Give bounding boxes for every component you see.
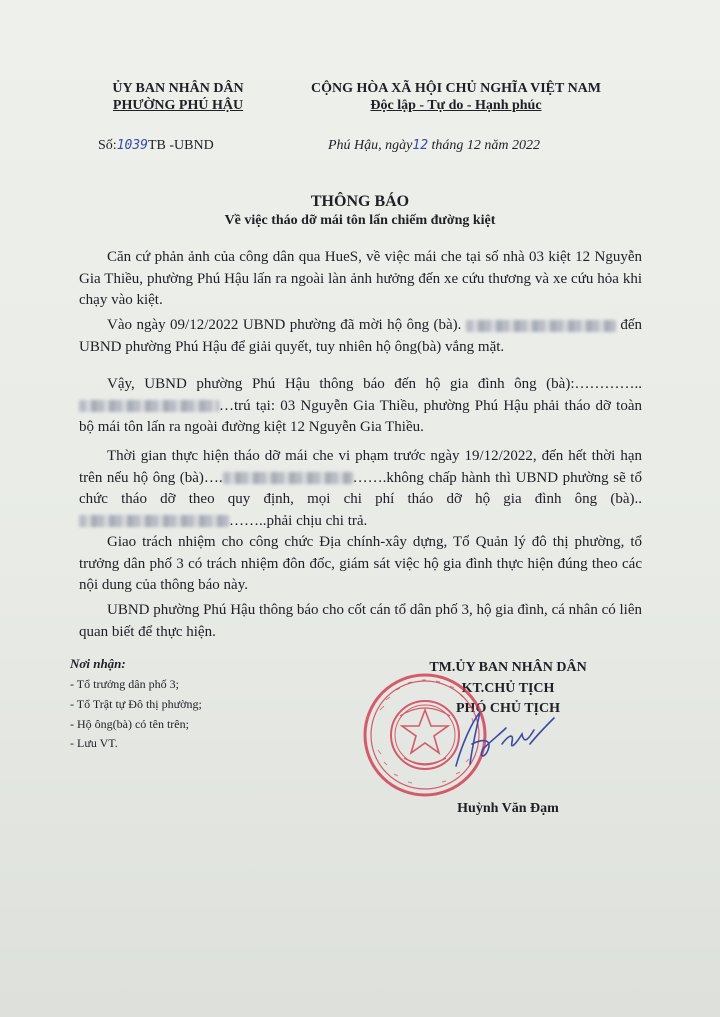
body-paragraph-1: Căn cứ phản ảnh của công dân qua HueS, về việc mái che tại số nhà 03 kiệt 12 Nguyễn Gia Thiều, phường Phú Hậu lấn ra ngoài làn ảnh hưởng đến xe cứu thương và xe cứu hỏa khi chạy vào kiệt. xyxy=(79,249,642,308)
document-date xyxy=(328,138,540,154)
p3-text-b: …trú tại: 03 Nguyễn Gia Thiều, phường Phú Hậu phải tháo dỡ toàn bộ mái tôn lấn ra ngoài đường kiệt 12 Nguyễn Gia Thiều. xyxy=(79,397,642,435)
date-prefix: Phú Hậu, ngày xyxy=(328,138,413,153)
agency-name xyxy=(88,80,268,114)
redacted-name xyxy=(79,400,219,412)
date-handwritten: 12 xyxy=(412,138,429,153)
signature-line-3: PHÓ CHỦ TỊCH xyxy=(456,701,560,716)
redacted-name xyxy=(223,472,353,484)
doc-number-handwritten: 1039 xyxy=(116,138,148,153)
doc-number-prefix: Số: xyxy=(98,138,117,153)
p3-text-a: Vậy, UBND phường Phú Hậu thông báo đến hộ gia đình ông (bà):………….. xyxy=(107,376,642,392)
p2-text-b: đến UBND phường Phú Hậu để giải quyết, tuy nhiên hộ ông(bà) vắng mặt. xyxy=(79,317,643,355)
p4-text-b: …….không chấp hành thì UBND phường sẽ tổ chức tháo dỡ theo quy định, mọi chi phí tháo dỡ hộ gia đình ông (bà).. xyxy=(79,469,642,507)
recipient-item: - Lưu VT. xyxy=(70,736,118,750)
p4-text-a: Thời gian thực hiện tháo dỡ mái che vi phạm trước ngày 19/12/2022, đến hết thời hạn trên nếu hộ ông (bà)…. xyxy=(79,448,642,486)
p4-text-c: ……..phải chịu chi trả. xyxy=(229,512,368,529)
body-paragraph-5: Giao trách nhiệm cho công chức Địa chính-xây dựng, Tổ Quản lý đô thị phường, tổ trưởng dân phố 3 có trách nhiệm đôn đốc, giám sát việc hộ gia đình thực hiện đúng theo các nội dung của thông báo này. xyxy=(79,534,642,593)
p2-text-a: Vào ngày 09/12/2022 UBND phường đã mời hộ ông (bà). xyxy=(107,317,462,333)
signature-line-1: TM.ỦY BAN NHÂN DÂN xyxy=(429,660,587,675)
body-paragraph-3 xyxy=(79,374,642,439)
agency-line-1: ỦY BAN NHÂN DÂN xyxy=(112,81,244,96)
doc-number-suffix: TB -UBND xyxy=(148,138,214,153)
document-number xyxy=(98,138,214,154)
national-motto xyxy=(280,80,632,114)
body-paragraph-2 xyxy=(79,315,642,358)
redacted-name xyxy=(79,515,229,527)
nation-line-1: CỘNG HÒA XÃ HỘI CHỦ NGHĨA VIỆT NAM xyxy=(310,81,601,96)
date-suffix: tháng 12 năm 2022 xyxy=(431,138,541,153)
recipient-item: - Tổ Trật tự Đô thị phường; xyxy=(70,697,202,711)
recipient-item: - Tổ trưởng dân phố 3; xyxy=(70,677,179,691)
document-subject: Về việc tháo dỡ mái tôn lấn chiếm đường kiệt xyxy=(224,213,496,228)
agency-line-2: PHƯỜNG PHÚ HẬU xyxy=(112,98,244,113)
body-paragraph-6: UBND phường Phú Hậu thông báo cho cốt cán tổ dân phố 3, hộ gia đình, cá nhân có liên quan biết để thực hiện. xyxy=(79,602,642,640)
nation-line-2: Độc lập - Tự do - Hạnh phúc xyxy=(370,98,542,113)
signer-name: Huỳnh Văn Đạm xyxy=(457,801,559,816)
redacted-name xyxy=(466,320,616,332)
recipient-item: - Hộ ông(bà) có tên trên; xyxy=(70,717,189,731)
handwritten-signature-icon xyxy=(450,704,560,774)
recipients-heading: Nơi nhận: xyxy=(70,656,126,671)
document-title: THÔNG BÁO xyxy=(310,193,410,210)
body-paragraph-4 xyxy=(79,446,642,532)
signature-line-2: KT.CHỦ TỊCH xyxy=(461,681,555,696)
